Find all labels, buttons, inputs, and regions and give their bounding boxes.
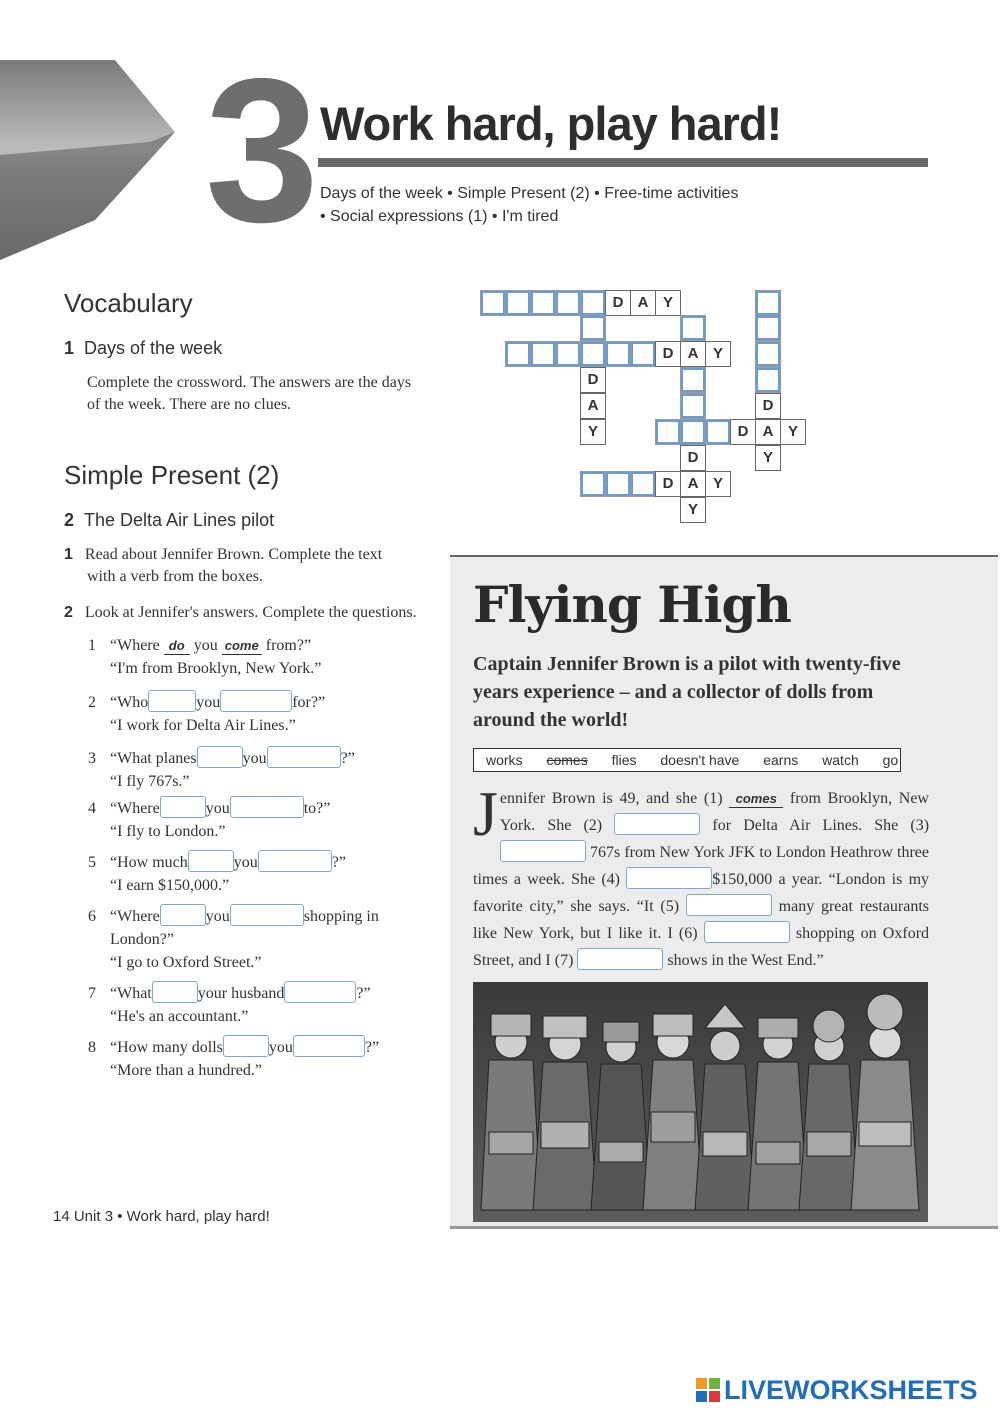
crossword-cell[interactable] <box>480 290 506 316</box>
question-text: your husband <box>197 985 285 1002</box>
question-text: you <box>193 637 218 654</box>
instructions-line: of the week. There are no clues. <box>87 396 292 413</box>
step-1 <box>64 544 382 588</box>
answer-input[interactable] <box>160 904 206 926</box>
crossword-letter: Y <box>680 497 706 523</box>
step-text: Read about Jennifer Brown. Complete the text <box>84 546 383 563</box>
exercise-title: The Delta Air Lines pilot <box>84 510 275 530</box>
question-text: you <box>196 694 221 711</box>
subtitle-line: Captain Jennifer Brown is a pilot with twenty-five <box>473 653 901 675</box>
crossword-cell[interactable] <box>605 341 631 367</box>
article-text: many great restaurants like New York, but I like it. I (6) <box>473 898 930 942</box>
question-text: “What <box>110 985 152 1002</box>
crossword-cell[interactable] <box>680 367 706 393</box>
crossword-cell[interactable] <box>530 341 556 367</box>
grammar-heading: Simple Present (2) <box>64 460 280 490</box>
panel-divider <box>450 1226 998 1229</box>
answer-input[interactable] <box>220 690 292 712</box>
crossword-cell[interactable] <box>555 290 581 316</box>
crossword-letter: A <box>755 419 781 445</box>
answer-input[interactable] <box>284 981 356 1003</box>
answer-input[interactable] <box>258 850 332 872</box>
question-text: you <box>242 750 267 767</box>
article-text: $150,000 a year. “London is my favorite city,” she says. “It (5) <box>473 871 930 915</box>
question-2 <box>88 690 448 737</box>
crossword-cell[interactable] <box>755 367 781 393</box>
crossword-letter: Y <box>705 341 731 367</box>
crossword-cell[interactable] <box>580 315 606 341</box>
crossword-letter: A <box>580 393 606 419</box>
crossword-letter: D <box>655 471 681 497</box>
question-1 <box>88 634 448 680</box>
answer-input[interactable] <box>197 746 243 768</box>
answer-text: “I'm from Brooklyn, New York.” <box>110 660 322 677</box>
crossword-letter: A <box>680 471 706 497</box>
crossword-letter: Y <box>705 471 731 497</box>
crossword-letter: Y <box>780 419 806 445</box>
crossword-cell[interactable] <box>705 419 731 445</box>
crossword-cell[interactable] <box>555 341 581 367</box>
article-input-3[interactable] <box>500 840 586 862</box>
question-text: “Where <box>110 800 160 817</box>
question-text: “How much <box>110 854 188 871</box>
question-number: 2 <box>88 694 96 711</box>
word-option: works <box>486 752 523 768</box>
vocabulary-instructions <box>87 372 411 416</box>
crossword-cell[interactable] <box>755 290 781 316</box>
article-text: 767s from New York JFK to London Heathrow three times a week. She (4) <box>473 844 930 888</box>
article-input-2[interactable] <box>614 813 700 835</box>
question-text: for?” <box>292 694 326 711</box>
article-input-7[interactable] <box>577 948 663 970</box>
word-option: doesn't have <box>660 752 740 768</box>
crossword-cell[interactable] <box>505 341 531 367</box>
subtitle-line: years experience – and a collector of dolls from <box>473 681 874 703</box>
answer-input[interactable] <box>148 690 196 712</box>
dolls-photo <box>473 982 928 1222</box>
article-body <box>473 778 930 974</box>
answer-input[interactable] <box>223 1035 269 1057</box>
unit-number: 3 <box>205 36 314 265</box>
crossword-letter: A <box>630 290 656 316</box>
answer-input[interactable] <box>188 850 234 872</box>
crossword-letter: D <box>605 290 631 316</box>
answer-input[interactable] <box>152 981 198 1003</box>
question-5 <box>88 850 448 897</box>
question-8 <box>88 1035 448 1082</box>
question-text: shopping in <box>303 908 379 925</box>
question-text: you <box>233 854 258 871</box>
crossword-cell[interactable] <box>580 471 606 497</box>
exercise-number: 2 <box>64 510 75 530</box>
crossword-letter: Y <box>580 419 606 445</box>
step-text: with a verb from the boxes. <box>87 568 263 585</box>
answer-text: “I work for Delta Air Lines.” <box>110 717 296 734</box>
answer-text: “More than a hundred.” <box>110 1062 262 1079</box>
article-input-5[interactable] <box>686 894 772 916</box>
article-input-6[interactable] <box>704 921 790 943</box>
crossword-cell[interactable] <box>655 419 681 445</box>
article-text: shows in the West End.” <box>667 952 824 969</box>
word-option: flies <box>611 752 637 768</box>
topics-line: Days of the week • Simple Present (2) • Free-time activities <box>320 185 739 202</box>
article-text: ennifer Brown is 49, and she (1) <box>499 790 723 807</box>
question-number: 7 <box>88 985 96 1002</box>
question-6 <box>88 904 448 974</box>
crossword-cell[interactable] <box>580 290 606 316</box>
answer-input[interactable] <box>230 796 304 818</box>
question-text: you <box>205 800 230 817</box>
question-number: 6 <box>88 908 96 925</box>
question-text: “How many dolls <box>110 1039 223 1056</box>
question-text: London?” <box>110 931 174 948</box>
crossword-cell[interactable] <box>680 419 706 445</box>
question-text: ?” <box>356 985 371 1002</box>
article-text: from Brooklyn, New York. She (2) <box>499 790 929 834</box>
word-option: earns <box>763 752 799 768</box>
exercise-1-title <box>64 338 222 359</box>
article-input-4[interactable] <box>626 867 712 889</box>
answer-input[interactable] <box>160 796 206 818</box>
crossword-letter: D <box>580 367 606 393</box>
question-number: 5 <box>88 854 96 871</box>
crossword-letter: D <box>680 445 706 471</box>
question-4 <box>88 796 448 843</box>
crossword-letter: Y <box>655 290 681 316</box>
crossword-cell[interactable] <box>505 290 531 316</box>
question-text: you <box>205 908 230 925</box>
answer-input[interactable] <box>293 1035 365 1057</box>
question-7 <box>88 981 448 1028</box>
crossword-cell[interactable] <box>605 471 631 497</box>
exercise-2-title <box>64 510 274 531</box>
answer-text: “I fly to London.” <box>110 823 226 840</box>
article-subtitle <box>473 650 943 734</box>
answer-text: “I earn $150,000.” <box>110 877 230 894</box>
step-2 <box>64 602 417 624</box>
question-text: “What planes <box>110 750 197 767</box>
liveworksheets-logo-icon <box>696 1378 720 1402</box>
page-footer: 14 Unit 3 • Work hard, play hard! <box>53 1208 270 1225</box>
brand-name: LIVEWORKSHEETS <box>724 1375 978 1405</box>
crossword-cell[interactable] <box>680 315 706 341</box>
answer-input[interactable] <box>267 746 341 768</box>
answer-text: “I go to Oxford Street.” <box>110 954 262 971</box>
crossword-cell[interactable] <box>755 315 781 341</box>
crossword-cell[interactable] <box>530 290 556 316</box>
crossword-cell[interactable] <box>580 341 606 367</box>
question-text: ?” <box>331 854 346 871</box>
topics-line: • Social expressions (1) • I'm tired <box>320 208 559 225</box>
article-title: Flying High <box>473 575 791 634</box>
question-text: ?” <box>340 750 355 767</box>
question-number: 3 <box>88 750 96 767</box>
article-text: for Delta Air Lines. She (3) <box>712 817 930 834</box>
example-answer: come <box>222 638 262 655</box>
question-number: 8 <box>88 1039 96 1056</box>
drop-cap: J <box>473 778 498 849</box>
crossword-letter: D <box>655 341 681 367</box>
subtitle-line: around the world! <box>473 709 629 731</box>
title-rule <box>318 158 928 167</box>
question-number: 4 <box>88 800 96 817</box>
vocabulary-heading: Vocabulary <box>64 288 193 318</box>
example-answer: do <box>164 638 190 655</box>
instructions-line: Complete the crossword. The answers are the days <box>87 374 412 391</box>
example-answer: comes <box>729 791 783 808</box>
step-number: 1 <box>64 546 73 563</box>
article-text: shopping on Oxford Street, and I (7) <box>473 925 930 969</box>
crossword-cell[interactable] <box>680 393 706 419</box>
crossword-cell[interactable] <box>630 341 656 367</box>
word-option: watch <box>822 752 859 768</box>
crossword-letter: D <box>730 419 756 445</box>
word-box <box>473 748 901 772</box>
step-number: 2 <box>64 604 73 621</box>
page-title: Work hard, play hard! <box>320 97 782 150</box>
crossword-cell[interactable] <box>755 341 781 367</box>
question-text: from?” <box>265 637 312 654</box>
step-text: Look at Jennifer's answers. Complete the questions. <box>84 604 417 621</box>
question-text: you <box>268 1039 293 1056</box>
exercise-number: 1 <box>64 338 75 358</box>
question-text: to?” <box>303 800 331 817</box>
word-option: comes <box>546 752 588 768</box>
question-text: ?” <box>364 1039 380 1056</box>
question-text: “Who <box>110 694 149 711</box>
question-text: “Where <box>110 637 160 654</box>
question-text: “Where <box>110 908 160 925</box>
exercise-title: Days of the week <box>84 338 223 358</box>
crossword-letter: A <box>680 341 706 367</box>
word-option: go <box>882 752 899 768</box>
crossword-letter: D <box>755 393 781 419</box>
answer-text: “He's an accountant.” <box>110 1008 249 1025</box>
question-number: 1 <box>88 637 96 654</box>
answer-text: “I fly 767s.” <box>110 773 190 790</box>
answer-input[interactable] <box>230 904 304 926</box>
question-3 <box>88 746 448 793</box>
crossword-cell[interactable] <box>630 471 656 497</box>
crossword-letter: Y <box>755 445 781 471</box>
